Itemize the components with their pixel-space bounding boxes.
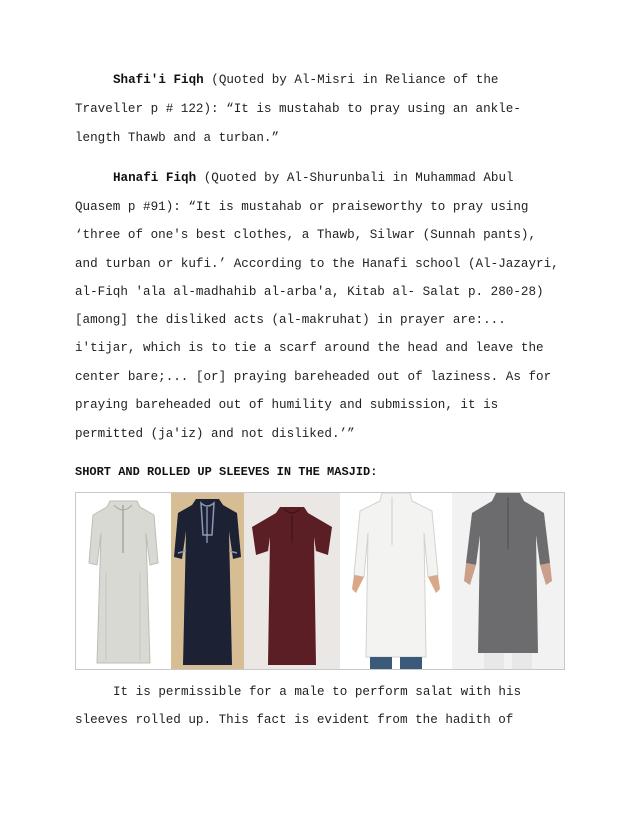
hanafi-line-3: ‘three of one's best clothes, a Thawb, Silwar (Sunnah pants), bbox=[75, 228, 537, 242]
grey-kurta-image bbox=[452, 493, 564, 669]
navy-thawb-image bbox=[171, 493, 244, 669]
shafii-label: Shafi'i Fiqh bbox=[113, 73, 204, 87]
hanafi-line-2: Quasem p #91): “It is mustahab or praiseworthy to pray using bbox=[75, 200, 529, 214]
shafii-line-1 bbox=[113, 72, 498, 88]
hanafi-line-5: al-Fiqh 'ala al-madhahib al-arba'a, Kitab al- Salat p. 280-28) bbox=[75, 285, 544, 299]
hanafi-line-1-text: (Quoted by Al-Shurunbali in Muhammad Abul bbox=[196, 171, 514, 185]
closing-line-2: sleeves rolled up. This fact is evident from the hadith of bbox=[75, 713, 514, 727]
shafii-line-1-text: (Quoted by Al-Misri in Reliance of the bbox=[203, 73, 499, 87]
hanafi-line-8: center bare;... [or] praying bareheaded out of laziness. As for bbox=[75, 370, 552, 384]
closing-line-1: It is permissible for a male to perform salat with his bbox=[113, 685, 522, 699]
hanafi-line-1 bbox=[113, 170, 514, 186]
white-kurta-image bbox=[340, 493, 452, 669]
hanafi-line-4: and turban or kufi.’ According to the Hanafi school (Al-Jazayri, bbox=[75, 257, 559, 271]
garments-figure bbox=[75, 492, 565, 670]
section-heading: SHORT AND ROLLED UP SLEEVES IN THE MASJID: bbox=[75, 465, 378, 479]
white-thawb-image bbox=[76, 493, 171, 669]
hanafi-line-6: [among] the disliked acts (al-makruhat) in prayer are:... bbox=[75, 313, 506, 327]
hanafi-line-7: i'tijar, which is to tie a scarf around the head and leave the bbox=[75, 341, 544, 355]
hanafi-line-9: praying bareheaded out of humility and submission, it is bbox=[75, 398, 499, 412]
maroon-thawb-image bbox=[244, 493, 340, 669]
shafii-line-3: length Thawb and a turban.” bbox=[75, 131, 280, 145]
hanafi-label: Hanafi Fiqh bbox=[113, 171, 197, 185]
shafii-line-2: Traveller p # 122): “It is mustahab to pray using an ankle- bbox=[75, 102, 521, 116]
hanafi-line-10: permitted (ja'iz) and not disliked.’” bbox=[75, 427, 355, 441]
